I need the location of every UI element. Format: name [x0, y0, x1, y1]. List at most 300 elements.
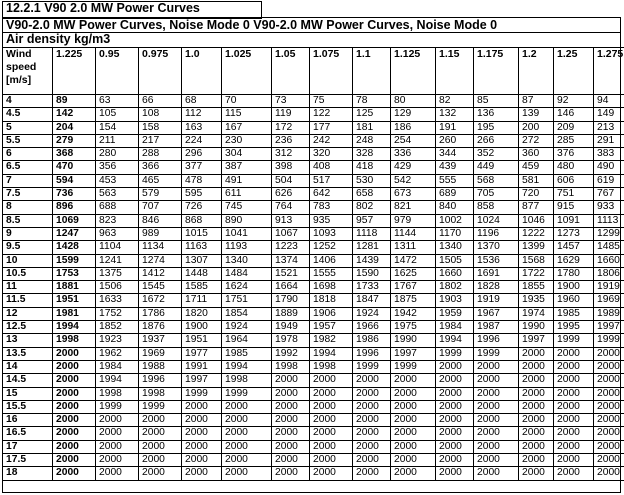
power-cell: 204: [53, 121, 96, 134]
power-cell: 2000: [391, 427, 436, 440]
power-cell: 2000: [436, 454, 474, 467]
power-cell: 1820: [182, 307, 222, 320]
wind-speed-cell: 10.5: [3, 267, 53, 280]
power-cell: 581: [519, 174, 554, 187]
power-cell: 1988: [139, 360, 182, 373]
table-row: [3, 294, 624, 307]
power-cell: 1996: [353, 347, 391, 360]
power-cell: 2000: [222, 427, 272, 440]
power-cell: 1780: [554, 267, 594, 280]
power-cell: 2000: [554, 374, 594, 387]
power-cell: 1986: [353, 334, 391, 347]
power-cell: 2000: [436, 440, 474, 453]
power-cell: 764: [272, 201, 310, 214]
power-cell: 2000: [310, 387, 353, 400]
column-header-density: 1.025: [222, 48, 272, 95]
power-cell: 1962: [96, 347, 139, 360]
power-cell: 1790: [272, 294, 310, 307]
power-cell: 195: [474, 121, 519, 134]
power-cell: 1370: [474, 241, 519, 254]
power-cell: 453: [96, 174, 139, 187]
power-cell: 1691: [474, 267, 519, 280]
power-cell: 242: [310, 134, 353, 147]
power-cell: 2000: [96, 440, 139, 453]
power-cell: 2000: [436, 387, 474, 400]
power-cell: 2000: [554, 387, 594, 400]
power-cell: 726: [182, 201, 222, 214]
power-cell: 296: [182, 148, 222, 161]
table-row: [3, 347, 624, 360]
power-cell: 2000: [53, 467, 96, 480]
power-cell: 2000: [519, 347, 554, 360]
power-cell: 2000: [594, 454, 624, 467]
power-cell: 2000: [474, 427, 519, 440]
power-cell: 1399: [519, 241, 554, 254]
power-cell: 823: [96, 214, 139, 227]
power-cell: 1536: [474, 254, 519, 267]
wind-speed-cell: 9.5: [3, 241, 53, 254]
power-cell: 2000: [353, 414, 391, 427]
power-cell: 266: [474, 134, 519, 147]
power-cell: 1828: [474, 281, 519, 294]
table-row: [3, 201, 624, 214]
power-cell: 1753: [53, 267, 96, 280]
power-cell: 1274: [139, 254, 182, 267]
wind-speed-cell: 16.5: [3, 427, 53, 440]
table-row: [3, 400, 624, 413]
power-cell: 530: [353, 174, 391, 187]
wind-speed-cell: 12.5: [3, 321, 53, 334]
power-cell: 125: [353, 108, 391, 121]
power-cell: 2000: [139, 467, 182, 480]
power-cell: 2000: [594, 427, 624, 440]
power-cell: 1281: [353, 241, 391, 254]
table-row: [3, 307, 624, 320]
wind-speed-cell: 6: [3, 148, 53, 161]
power-cell: 1786: [139, 307, 182, 320]
power-cell: 642: [310, 188, 353, 201]
power-cell: 542: [391, 174, 436, 187]
power-cell: 1997: [594, 321, 624, 334]
power-cell: 2000: [272, 387, 310, 400]
power-cell: 2000: [353, 400, 391, 413]
table-body: [3, 95, 624, 481]
power-cell: 2000: [182, 414, 222, 427]
power-cell: 92: [554, 95, 594, 108]
power-cell: 751: [554, 188, 594, 201]
power-cell: 248: [353, 134, 391, 147]
wind-speed-cell: 4: [3, 95, 53, 108]
power-cell: 1223: [272, 241, 310, 254]
power-cell: 1448: [182, 267, 222, 280]
power-cell: 1624: [222, 281, 272, 294]
power-cell: 2000: [594, 347, 624, 360]
power-cell: 1307: [182, 254, 222, 267]
wind-speed-cell: 17: [3, 440, 53, 453]
power-cell: 2000: [353, 454, 391, 467]
power-cell: 2000: [594, 440, 624, 453]
power-cell: 2000: [182, 454, 222, 467]
power-cell: 1992: [272, 347, 310, 360]
column-header-density: 1.25: [554, 48, 594, 95]
power-cell: 2000: [272, 440, 310, 453]
power-cell: 366: [139, 161, 182, 174]
power-cell: 2000: [272, 454, 310, 467]
power-cell: 1924: [222, 321, 272, 334]
power-cell: 2000: [139, 414, 182, 427]
power-cell: 2000: [353, 374, 391, 387]
power-cell: 2000: [139, 454, 182, 467]
wind-speed-cell: 11.5: [3, 294, 53, 307]
document-title: 12.2.1 V90 2.0 MW Power Curves: [6, 1, 200, 15]
power-cell: 149: [594, 108, 624, 121]
power-cell: 1906: [310, 307, 353, 320]
power-cell: 2000: [436, 414, 474, 427]
power-cell: 304: [222, 148, 272, 161]
power-cell: 352: [474, 148, 519, 161]
power-cell: 1999: [391, 360, 436, 373]
power-cell: 1273: [554, 227, 594, 240]
power-cell: 1997: [519, 334, 554, 347]
power-cell: 1752: [96, 307, 139, 320]
power-cell: 105: [96, 108, 139, 121]
power-cell: 957: [353, 214, 391, 227]
wind-speed-cell: 13: [3, 334, 53, 347]
power-cell: 2000: [519, 467, 554, 480]
power-cell: 1854: [222, 307, 272, 320]
power-cell: 890: [222, 214, 272, 227]
power-cell: 224: [182, 134, 222, 147]
power-cell: 2000: [222, 454, 272, 467]
wind-speed-cell: 16: [3, 414, 53, 427]
power-cell: 821: [391, 201, 436, 214]
wind-speed-cell: 7.5: [3, 188, 53, 201]
power-cell: 1985: [554, 307, 594, 320]
power-cell: 1998: [139, 387, 182, 400]
power-cell: 1484: [222, 267, 272, 280]
wind-speed-cell: 5: [3, 121, 53, 134]
power-cell: 2000: [222, 414, 272, 427]
power-cell: 191: [436, 121, 474, 134]
power-cell: 2000: [53, 414, 96, 427]
power-cell: 1982: [310, 334, 353, 347]
power-cell: 1802: [436, 281, 474, 294]
power-cell: 2000: [474, 400, 519, 413]
power-cell: 595: [182, 188, 222, 201]
power-cell: 63: [96, 95, 139, 108]
power-cell: 1999: [222, 387, 272, 400]
table-row: [3, 321, 624, 334]
power-cell: 356: [96, 161, 139, 174]
power-cell: 2000: [139, 427, 182, 440]
column-header-density: 1.0: [182, 48, 222, 95]
power-cell: 1942: [391, 307, 436, 320]
power-cell: 1767: [391, 281, 436, 294]
power-cell: 1374: [272, 254, 310, 267]
power-cell: 2000: [436, 467, 474, 480]
power-cell: 1806: [594, 267, 624, 280]
power-cell: 279: [53, 134, 96, 147]
wind-speed-cell: 15.5: [3, 400, 53, 413]
power-cell: 1998: [53, 334, 96, 347]
power-cell: 1900: [554, 281, 594, 294]
power-cell: 1406: [310, 254, 353, 267]
power-cell: 563: [96, 188, 139, 201]
power-cell: 705: [474, 188, 519, 201]
power-cell: 360: [519, 148, 554, 161]
power-cell: 1113: [594, 214, 624, 227]
power-cell: 1585: [182, 281, 222, 294]
power-cell: 2000: [222, 440, 272, 453]
power-cell: 1994: [96, 374, 139, 387]
power-cell: 1951: [53, 294, 96, 307]
power-cell: 1733: [353, 281, 391, 294]
table-row: [3, 440, 624, 453]
power-cell: 1590: [353, 267, 391, 280]
power-cell: 73: [272, 95, 310, 108]
power-cell: 1900: [182, 321, 222, 334]
power-cell: 846: [139, 214, 182, 227]
power-cell: 1852: [96, 321, 139, 334]
power-cell: 2000: [554, 414, 594, 427]
power-cell: 2000: [474, 454, 519, 467]
power-cell: 85: [474, 95, 519, 108]
column-header-density: 1.05: [272, 48, 310, 95]
wind-speed-cell: 5.5: [3, 134, 53, 147]
power-cell: 2000: [391, 440, 436, 453]
power-cell: 2000: [391, 374, 436, 387]
power-cell: 2000: [96, 454, 139, 467]
power-cell: 1989: [594, 307, 624, 320]
power-cell: 1996: [139, 374, 182, 387]
power-cell: 2000: [436, 427, 474, 440]
power-cell: 1903: [436, 294, 474, 307]
power-cell: 211: [96, 134, 139, 147]
power-cell: 1555: [310, 267, 353, 280]
power-cell: 418: [353, 161, 391, 174]
wind-speed-cell: 8: [3, 201, 53, 214]
power-cell: 1521: [272, 267, 310, 280]
power-cell: 177: [310, 121, 353, 134]
power-cell: 1999: [474, 347, 519, 360]
power-cell: 2000: [96, 427, 139, 440]
power-cell: 2000: [182, 400, 222, 413]
power-cell: 2000: [53, 400, 96, 413]
power-cell: 802: [353, 201, 391, 214]
power-cell: 344: [436, 148, 474, 161]
power-cell: 2000: [310, 374, 353, 387]
power-cell: 491: [222, 174, 272, 187]
power-cell: 80: [391, 95, 436, 108]
power-cell: 1855: [519, 281, 554, 294]
power-cell: 1711: [182, 294, 222, 307]
column-header-wind-speed: Wind speed [m/s]: [3, 48, 53, 95]
table-row: [3, 227, 624, 240]
power-cell: 312: [272, 148, 310, 161]
power-cell: 1889: [272, 307, 310, 320]
power-cell: 877: [519, 201, 554, 214]
power-cell: 1412: [139, 267, 182, 280]
power-cell: 376: [554, 148, 594, 161]
power-cell: 2000: [519, 427, 554, 440]
power-cell: 181: [353, 121, 391, 134]
power-cell: 368: [53, 148, 96, 161]
power-cell: 1118: [353, 227, 391, 240]
table-row: [3, 267, 624, 280]
power-cell: 2000: [519, 454, 554, 467]
power-cell: 2000: [594, 400, 624, 413]
power-cell: 2000: [310, 400, 353, 413]
power-cell: 1041: [222, 227, 272, 240]
table-subtitle: V90-2.0 MW Power Curves, Noise Mode 0 V90-2.0 MW Power Curves, Noise Mode 0: [6, 18, 498, 32]
power-cell: 1998: [272, 360, 310, 373]
table-row: [3, 214, 624, 227]
power-cell: 2000: [519, 374, 554, 387]
power-cell: 2000: [519, 387, 554, 400]
power-cell: 1998: [310, 360, 353, 373]
power-cell: 2000: [554, 400, 594, 413]
power-cell: 1960: [554, 294, 594, 307]
power-cell: 1969: [139, 347, 182, 360]
power-cell: 1599: [53, 254, 96, 267]
power-cell: 2000: [391, 467, 436, 480]
power-cell: 504: [272, 174, 310, 187]
power-cell: 1134: [139, 241, 182, 254]
power-cell: 68: [182, 95, 222, 108]
power-cell: 1991: [182, 360, 222, 373]
power-cell: 2000: [554, 347, 594, 360]
power-cell: 2000: [182, 467, 222, 480]
column-header-density: 1.175: [474, 48, 519, 95]
power-cell: 1924: [353, 307, 391, 320]
power-cell: 383: [594, 148, 624, 161]
power-cell: 2000: [554, 454, 594, 467]
power-cell: 1222: [519, 227, 554, 240]
power-cell: 2000: [310, 440, 353, 453]
power-cell: 555: [436, 174, 474, 187]
power-cell: 2000: [474, 374, 519, 387]
power-cell: 1966: [353, 321, 391, 334]
power-cell: 2000: [53, 387, 96, 400]
power-cell: 1999: [353, 360, 391, 373]
power-cell: 517: [310, 174, 353, 187]
power-cell: 1984: [436, 321, 474, 334]
power-cell: 2000: [474, 440, 519, 453]
power-cell: 2000: [474, 467, 519, 480]
power-cell: 2000: [436, 400, 474, 413]
power-cell: 439: [436, 161, 474, 174]
power-cell: 142: [53, 108, 96, 121]
wind-speed-cell: 4.5: [3, 108, 53, 121]
power-cell: 139: [519, 108, 554, 121]
power-cell: 2000: [519, 440, 554, 453]
power-cell: 1069: [53, 214, 96, 227]
table-row: [3, 374, 624, 387]
column-header-density: 1.1: [353, 48, 391, 95]
power-cell: 94: [594, 95, 624, 108]
wind-speed-cell: 7: [3, 174, 53, 187]
power-cell: 1660: [436, 267, 474, 280]
power-cell: 1104: [96, 241, 139, 254]
power-cell: 1163: [182, 241, 222, 254]
power-cell: 387: [222, 161, 272, 174]
power-cell: 1847: [353, 294, 391, 307]
power-cell: 1990: [391, 334, 436, 347]
power-cell: 606: [554, 174, 594, 187]
power-cell: 2000: [272, 400, 310, 413]
table-row: [3, 427, 624, 440]
power-cell: 913: [272, 214, 310, 227]
power-cell: 1997: [391, 347, 436, 360]
power-cell: 1340: [222, 254, 272, 267]
power-cell: 1247: [53, 227, 96, 240]
power-cell: 285: [554, 134, 594, 147]
power-cell: 2000: [53, 440, 96, 453]
power-cell: 480: [554, 161, 594, 174]
power-cell: 478: [182, 174, 222, 187]
power-cell: 163: [182, 121, 222, 134]
power-cell: 1959: [436, 307, 474, 320]
table-row: [3, 334, 624, 347]
power-cell: 2000: [272, 414, 310, 427]
wind-speed-cell: 8.5: [3, 214, 53, 227]
power-cell: 2000: [222, 467, 272, 480]
power-cell: 1876: [139, 321, 182, 334]
power-cell: 1999: [96, 400, 139, 413]
power-cell: 1881: [53, 281, 96, 294]
power-cell: 186: [391, 121, 436, 134]
column-header-density: 0.95: [96, 48, 139, 95]
power-cell: 1241: [96, 254, 139, 267]
power-cell: 1545: [139, 281, 182, 294]
power-cell: 1951: [182, 334, 222, 347]
power-cell: 1996: [474, 334, 519, 347]
power-cell: 2000: [182, 427, 222, 440]
column-header-density: 1.225: [53, 48, 96, 95]
power-cell: 158: [139, 121, 182, 134]
power-cell: 2000: [519, 400, 554, 413]
power-cell: 1046: [519, 214, 554, 227]
column-header-density: 1.075: [310, 48, 353, 95]
power-cell: 78: [353, 95, 391, 108]
table-row: [3, 188, 624, 201]
power-cell: 213: [594, 121, 624, 134]
power-cell: 935: [310, 214, 353, 227]
column-header-density: 1.125: [391, 48, 436, 95]
power-cell: 89: [53, 95, 96, 108]
power-cell: 979: [391, 214, 436, 227]
power-cell: 1024: [474, 214, 519, 227]
power-cell: 377: [182, 161, 222, 174]
power-cell: 736: [53, 188, 96, 201]
table-row: [3, 108, 624, 121]
power-cell: 626: [272, 188, 310, 201]
power-cell: 1935: [519, 294, 554, 307]
power-cell: 2000: [554, 360, 594, 373]
power-cell: 2000: [594, 360, 624, 373]
power-cell: 108: [139, 108, 182, 121]
power-cell: 689: [436, 188, 474, 201]
power-cell: 1633: [96, 294, 139, 307]
power-cell: 2000: [554, 427, 594, 440]
power-cell: 1923: [96, 334, 139, 347]
table-row: [3, 241, 624, 254]
power-cell: 1340: [436, 241, 474, 254]
power-cell: 1093: [310, 227, 353, 240]
column-header-density: 0.975: [139, 48, 182, 95]
power-cell: 673: [391, 188, 436, 201]
power-cell: 1994: [222, 360, 272, 373]
